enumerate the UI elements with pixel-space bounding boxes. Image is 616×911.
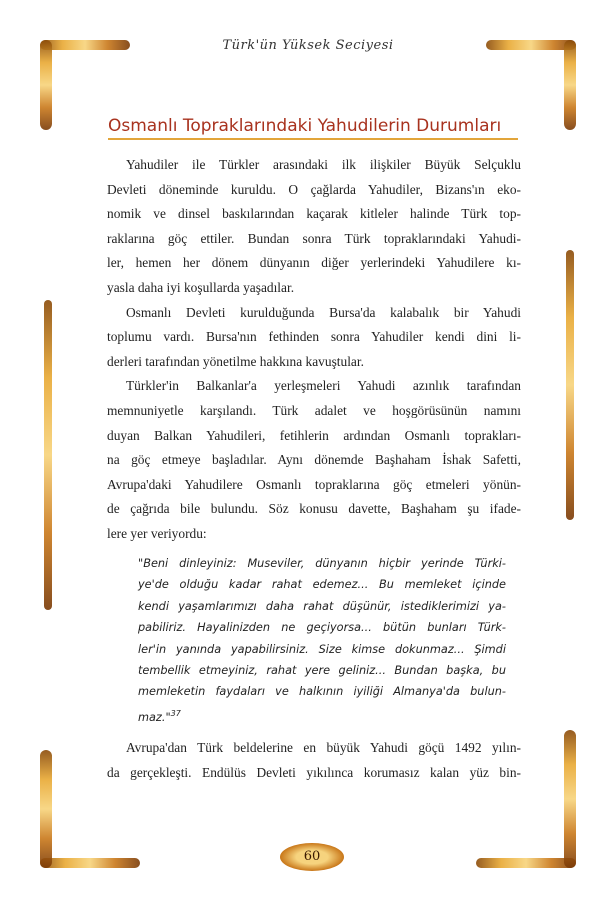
quote-line: ler'in yanında yapabilirsiniz. Size kimse dokunmaz... Şimdi [138,642,506,656]
corner-ornament-bottom-right-vertical [564,730,576,868]
section-title: Osmanlı Topraklarındaki Yahudilerin Durumları [108,116,518,140]
quote-line: "Beni dinleyiniz: Museviler, dünyanın hiçbir yerinde Türki- [138,557,506,570]
text-line: da gerçekleşti. Endülüs Devleti yıkılınca korumasız kalan yüz bin- [107,764,521,780]
quote-line: pabiliriz. Hayalinizden ne geçiyorsa... bütün bunları Türk- [138,621,506,635]
text-line: derleri tarafından yönetilme hakkına kavuştular. [107,353,364,369]
quote-line [138,703,506,724]
quote-end: maz." [138,710,171,724]
page-number: 60 [280,843,344,871]
block-quote [138,553,506,724]
text-line: duyan Balkan Yahudileri, fetihlerin ardından Osmanlı toprakları- [107,427,521,443]
text-line: Avrupa'daki Yahudilere Osmanlı topraklarına göç etmeleri yönün- [107,476,521,492]
text-line: de çağrıda bile bulundu. Söz konusu davette, Başhaham şu ifade- [107,501,521,517]
text-line: ler, hemen her dönem dünyanın diğer yerlerindeki Yahudilere kı- [107,255,521,271]
quote-line: tembellik etmeyiniz, rahat yere geliniz... Bundan başka, bu [138,663,506,677]
text-line: Yahudiler ile Türkler arasındaki ilk ilişkiler Büyük Selçuklu [126,157,521,172]
text-line: nomik ve dinsel baskılarından kaçarak kitleler halinde Türk top- [107,206,521,222]
text-line: yasla daha iyi koşullarda yaşadılar. [107,279,295,295]
corner-ornament-top-right-vertical [564,40,576,130]
body-text-2 [107,736,521,785]
text-line: toplumu vardı. Bursa'nın fethinden sonra Yahudiler kendi dini li- [107,329,521,345]
corner-ornament-top-left-vertical [40,40,52,130]
text-line: Osmanlı Devleti kurulduğunda Bursa'da kalabalık bir Yahudi [126,304,521,320]
text-line: raklarına göç ettiler. Bundan sonra Türk topraklarındaki Yahudi- [107,230,521,246]
side-ornament-right [566,250,574,520]
quote-line: ye'de olduğu kadar rahat edemez... Bu memleket içinde [138,578,506,592]
corner-ornament-bottom-right [476,858,576,868]
side-ornament-left [44,300,52,610]
text-line: na göç etmeye başladılar. Aynı dönemde Başhaham İshak Safetti, [107,452,521,468]
quote-line: kendi yaşamlarımızı daha rahat düşünür, istediklerimizi ya- [138,599,506,613]
text-line: lere yer veriyordu: [107,525,207,541]
body-text-1 [107,153,521,547]
corner-ornament-bottom-left [40,858,140,868]
running-header: Türk'ün Yüksek Seciyesi [222,38,394,53]
text-line: Avrupa'dan Türk beldelerine en büyük Yahudi göçü 1492 yılın- [126,740,521,755]
text-line: Türkler'in Balkanlar'a yerleşmeleri Yahudi azınlık tarafından [126,378,521,394]
text-line: Devleti döneminde kuruldu. O çağlarda Yahudiler, Bizans'ın eko- [107,181,521,197]
quote-line: memleketin faydaları ve halkının iyiliği Almanya'da bulun- [138,685,506,699]
footnote-ref[interactable]: 37 [170,708,181,718]
corner-ornament-bottom-left-vertical [40,750,52,868]
text-line: memnuniyetle karşılandı. Türk adalet ve hoşgörüsünün namını [107,402,521,418]
